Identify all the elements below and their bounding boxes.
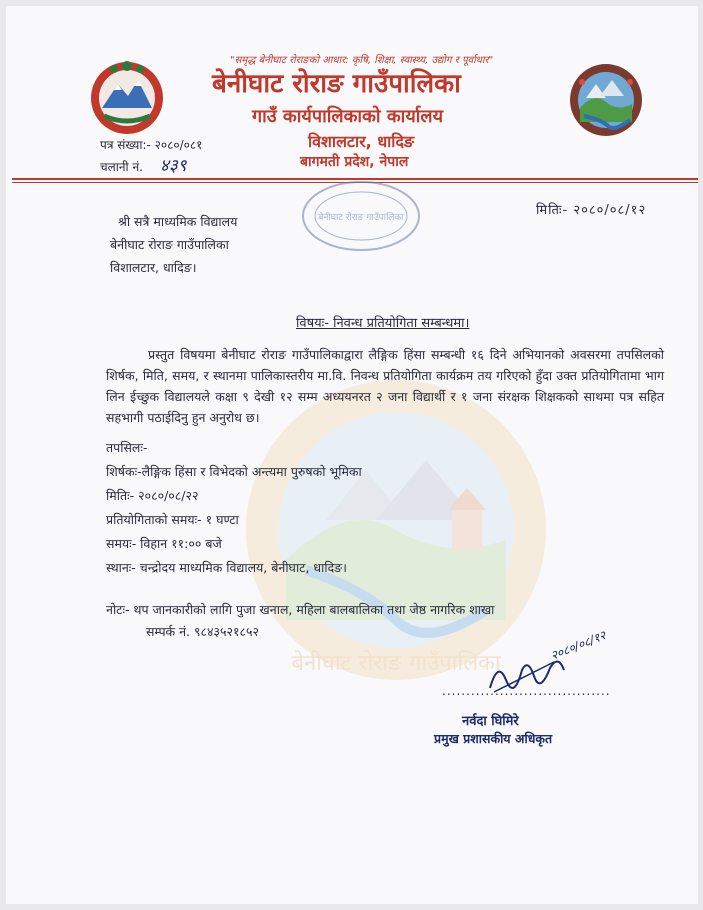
office-location: विशालटार, धादिङ bbox=[308, 132, 415, 151]
letter-number: पत्र संख्या:- २०८०/०८१ bbox=[100, 138, 203, 152]
letter-body: प्रस्तुत विषयमा बेनीघाट रोराङ गाउँपालिकाद्वारा लैङ्गिक हिंसा सम्बन्धी १६ दिने अभियानको अवसरमा तपसिलको शिर्षक, मिति, समय, र स्थानमा पालिकास्तरीय मा.वि. निवन्ध प्रतियोगिता कार्यक्रम तय गरिएको हुँदा उक्त प्रतियोगितामा भाग लिन ईच्छुक विद्यालयले कक्षा ९ देखी १२ सम्म अध्ययनरत २ जना विद्यार्थी र १ जना संरक्षक शिक्षकको साथमा पत्र सहित सहभागी पठाईदिनु हुन अनुरोध छ। bbox=[106, 347, 664, 425]
detail-duration: प्रतियोगिताको समयः- १ घण्टा bbox=[106, 512, 239, 527]
details-heading: तपसिलः- bbox=[106, 440, 148, 455]
stamp-text: बेनीघाट रोराङ गाउँपालिका bbox=[318, 213, 404, 223]
recipient-line-3: विशालटार, धादिङ। bbox=[110, 260, 197, 275]
office-stamp bbox=[296, 176, 426, 256]
detail-time: समयः- विहान ११:०० बजे bbox=[106, 536, 222, 551]
detail-date: मितिः- २०८०/०८/२२ bbox=[106, 488, 199, 503]
province-name: बागमती प्रदेश, नेपाल bbox=[300, 154, 409, 170]
signature-date: २०८०/०८/१२ bbox=[548, 628, 608, 663]
nepal-emblem-logo bbox=[84, 56, 170, 136]
header-motto: "समृद्ध बेनीघाट रोराङको आधार: कृषि, शिक्षा, स्वास्थ्य, उद्योग र पूर्वाधार" bbox=[230, 55, 494, 66]
watermark-text: बेनीघाट रोराङ गाउँपालिका bbox=[291, 651, 501, 676]
signatory-title: प्रमुख प्रशासकीय अधिकृत bbox=[434, 731, 553, 746]
detail-topic: शिर्षकः-लैङ्गिक हिंसा र विभेदको अन्त्यमा पुरुषको भूमिका bbox=[106, 464, 362, 479]
note-contact: सम्पर्क नं. ९८४३५२१८५२ bbox=[146, 624, 259, 639]
detail-venue: स्थानः- चन्द्रोदय माध्यमिक विद्यालय, बेनीघाट, धादिङ। bbox=[106, 560, 347, 575]
letter-date: मितिः- २०८०/०८/१२ bbox=[536, 203, 647, 218]
recipient-line-2: बेनीघाट रोराङ गाउँपालिका bbox=[110, 237, 229, 252]
municipality-name: बेनीघाट रोराङ गाउँपालिका bbox=[212, 69, 461, 99]
dispatch-number-label: चलानी नं. bbox=[100, 160, 143, 174]
office-name: गाउँ कार्यपालिकाको कार्यालय bbox=[252, 106, 444, 127]
note-line-1: नोटः- थप जानकारीको लागि पुजा खनाल, महिला बालबालिका तथा जेष्ठ नागरिक शाखा bbox=[106, 602, 495, 617]
dispatch-number-value: ४३९ bbox=[160, 156, 187, 176]
letter-subject: विषयः- निवन्ध प्रतियोगिता सम्बन्धमा। bbox=[296, 316, 470, 331]
recipient-line-1: श्री सत्रै माध्यमिक विद्यालय bbox=[118, 214, 238, 229]
signatory-name: नर्वदा घिमिरे bbox=[462, 714, 519, 729]
municipality-emblem-logo bbox=[568, 62, 644, 138]
signature-line: ................................... bbox=[442, 684, 611, 698]
